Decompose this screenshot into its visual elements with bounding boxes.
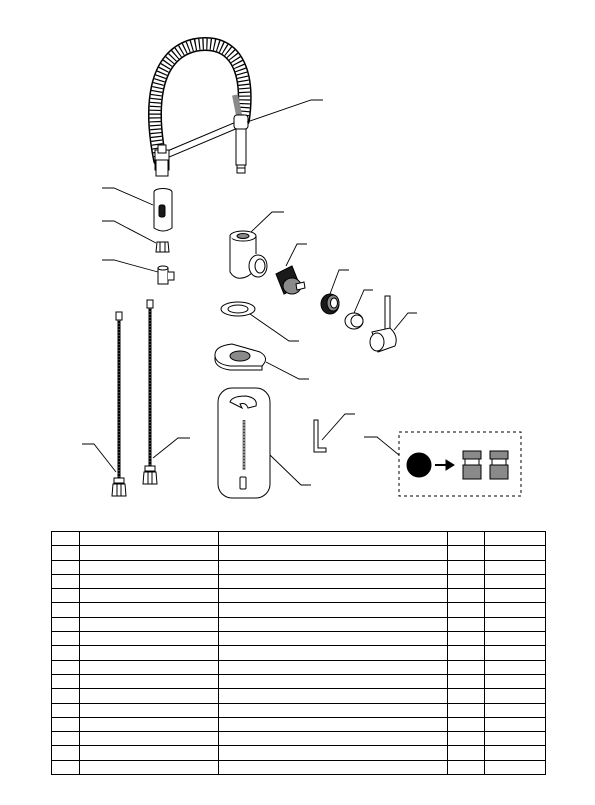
table-cell — [219, 560, 448, 574]
table-cell — [485, 760, 546, 774]
table-row — [52, 560, 546, 574]
callout-nut — [102, 221, 156, 243]
table-cell — [80, 717, 219, 731]
table-row — [52, 703, 546, 717]
table-row — [52, 732, 546, 746]
parts-list-table — [51, 531, 546, 775]
table-cell — [448, 546, 485, 560]
callout-cartridge — [286, 244, 307, 266]
table-row — [52, 674, 546, 688]
table-cell — [52, 717, 80, 731]
table-cell — [52, 646, 80, 660]
table-cell — [52, 532, 80, 546]
adapter-fitting-2 — [490, 451, 508, 479]
table-cell — [485, 589, 546, 603]
table-cell — [485, 746, 546, 760]
table-cell — [485, 660, 546, 674]
table-cell — [448, 760, 485, 774]
table-cell — [485, 646, 546, 660]
table-cell — [52, 732, 80, 746]
callout-base-washer — [250, 314, 299, 341]
table-cell — [219, 717, 448, 731]
table-cell — [52, 746, 80, 760]
table-cell — [448, 674, 485, 688]
table-cell — [448, 717, 485, 731]
valve-stem — [158, 266, 174, 284]
table-cell — [219, 760, 448, 774]
table-row — [52, 532, 546, 546]
table-row — [52, 574, 546, 588]
bonnet-nut — [321, 294, 339, 314]
table-cell — [52, 546, 80, 560]
table-row — [52, 546, 546, 560]
callout-bonnet-nut — [330, 270, 349, 294]
lever-handle — [370, 296, 396, 352]
table-cell — [448, 746, 485, 760]
base-washer — [221, 302, 255, 316]
table-cell — [80, 732, 219, 746]
mounting-hardware-kit — [218, 388, 270, 498]
table-cell — [80, 746, 219, 760]
table-row — [52, 589, 546, 603]
table-cell — [485, 560, 546, 574]
table-cell — [485, 732, 546, 746]
table-cell — [448, 689, 485, 703]
table-cell — [219, 574, 448, 588]
table-cell — [80, 703, 219, 717]
table-cell — [52, 760, 80, 774]
table-cell — [52, 660, 80, 674]
table-cell — [52, 589, 80, 603]
callout-adapter-kit — [364, 437, 399, 455]
table-cell — [448, 732, 485, 746]
table-cell — [80, 674, 219, 688]
table-cell — [219, 732, 448, 746]
table-row — [52, 632, 546, 646]
callout-spout — [247, 100, 323, 122]
table-cell — [80, 574, 219, 588]
table-cell — [80, 546, 219, 560]
callout-faucet-body — [251, 212, 284, 232]
adapter-kit — [399, 432, 521, 496]
cartridge — [276, 266, 305, 294]
table-cell — [448, 646, 485, 660]
table-cell — [448, 560, 485, 574]
table-cell — [448, 603, 485, 617]
table-cell — [485, 617, 546, 631]
table-cell — [219, 632, 448, 646]
table-cell — [80, 589, 219, 603]
table-cell — [485, 674, 546, 688]
table-cell — [52, 632, 80, 646]
faucet-body — [230, 231, 267, 278]
table-cell — [52, 574, 80, 588]
flex-supply-hose-left — [112, 312, 126, 496]
callout-lever-handle — [394, 313, 417, 330]
table-cell — [485, 689, 546, 703]
table-row — [52, 717, 546, 731]
table-row — [52, 646, 546, 660]
table-cell — [219, 589, 448, 603]
base-plate — [215, 344, 266, 370]
table-cell — [52, 603, 80, 617]
table-cell — [80, 660, 219, 674]
table-cell — [448, 632, 485, 646]
table-cell — [219, 546, 448, 560]
table-cell — [52, 560, 80, 574]
table-cell — [219, 532, 448, 546]
callout-hose-right — [153, 438, 190, 458]
callout-base-plate — [266, 362, 309, 379]
spray-head — [154, 189, 172, 232]
table-cell — [80, 603, 219, 617]
table-cell — [52, 674, 80, 688]
table-cell — [80, 617, 219, 631]
table-cell — [80, 560, 219, 574]
table-row — [52, 760, 546, 774]
table-row — [52, 746, 546, 760]
table-cell — [219, 603, 448, 617]
table-cell — [52, 703, 80, 717]
table-cell — [485, 717, 546, 731]
table-cell — [52, 689, 80, 703]
table-cell — [80, 532, 219, 546]
parts-list-body — [52, 532, 546, 775]
table-cell — [219, 660, 448, 674]
table-cell — [485, 603, 546, 617]
callout-valve-stem — [102, 260, 158, 272]
table-cell — [219, 646, 448, 660]
table-cell — [80, 689, 219, 703]
hex-key — [314, 420, 326, 452]
handle-ring — [345, 313, 363, 329]
table-cell — [448, 617, 485, 631]
table-cell — [219, 689, 448, 703]
adapter-fitting-1 — [463, 451, 481, 479]
table-cell — [448, 589, 485, 603]
table-cell — [448, 532, 485, 546]
table-row — [52, 603, 546, 617]
table-cell — [485, 532, 546, 546]
nut — [156, 242, 169, 252]
callout-spray-head — [102, 188, 153, 205]
pre-rinse-spring-spout — [155, 44, 248, 176]
table-row — [52, 660, 546, 674]
callout-hose-left — [82, 444, 116, 472]
callout-hex-key — [322, 414, 355, 440]
table-cell — [219, 674, 448, 688]
table-cell — [485, 632, 546, 646]
table-cell — [52, 617, 80, 631]
table-cell — [485, 574, 546, 588]
table-cell — [448, 660, 485, 674]
table-cell — [219, 746, 448, 760]
table-cell — [485, 703, 546, 717]
table-cell — [485, 546, 546, 560]
table-row — [52, 617, 546, 631]
table-cell — [219, 703, 448, 717]
table-cell — [80, 760, 219, 774]
callout-handle-ring — [354, 290, 373, 313]
table-cell — [448, 574, 485, 588]
table-cell — [219, 617, 448, 631]
table-cell — [448, 703, 485, 717]
table-cell — [80, 646, 219, 660]
table-cell — [80, 632, 219, 646]
callout-hardware-kit — [270, 455, 311, 485]
table-row — [52, 689, 546, 703]
